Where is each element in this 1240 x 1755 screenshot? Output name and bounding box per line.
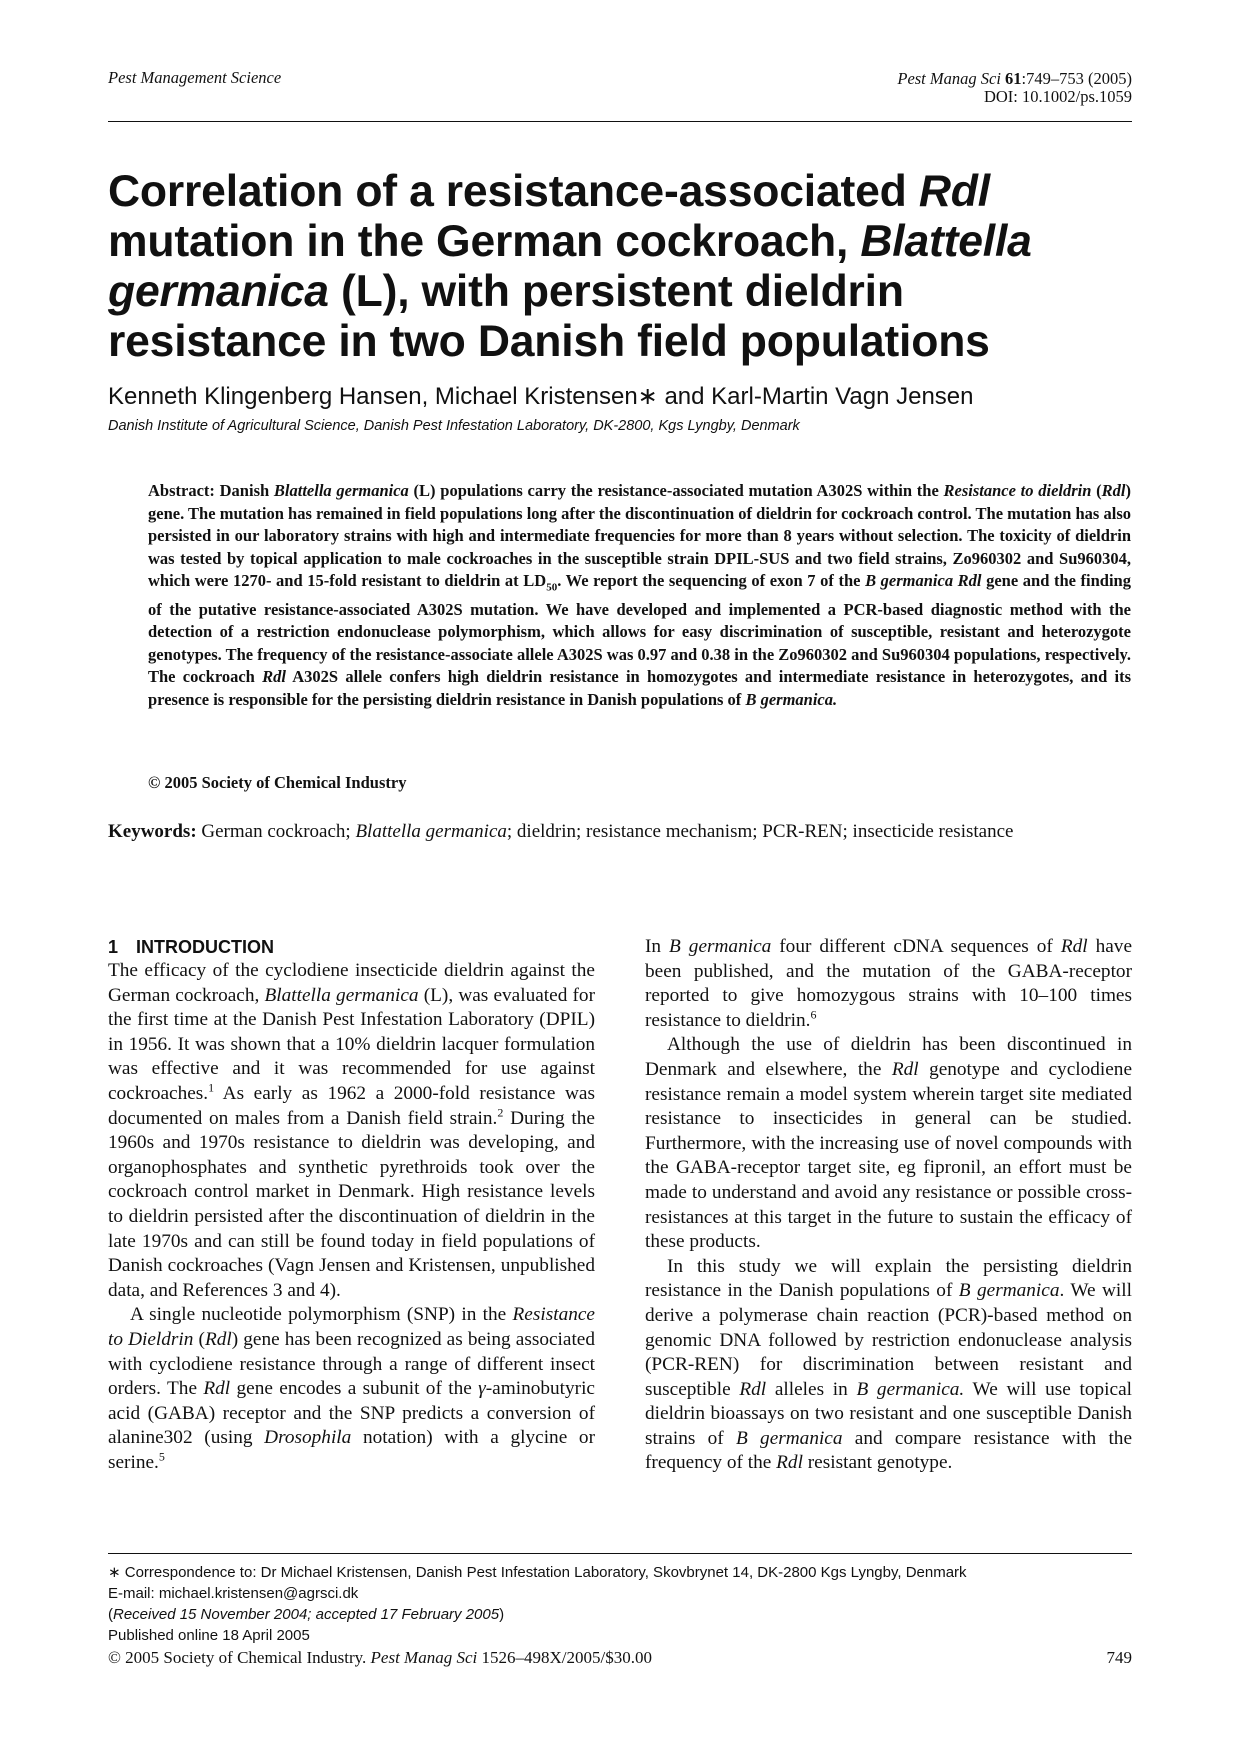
body-paragraph: A single nucleotide polymorphism (SNP) in the Resistance to Dieldrin (Rdl) gene has been recognized as being associated with cyclodiene resistance through a range of different insect orders. The Rdl gene encodes a subunit of the γ-aminobutyric acid (GABA) receptor and the SNP predicts a conversion of alanine302 (using Drosophila notation) with a glycine or serine.$^5$ <box>108 1304 595 1473</box>
body-paragraph: In B germanica four different cDNA sequences of Rdl have been published, and the mutation of the GABA-receptor reported to give homozygous strains with 10–100 times resistance to dieldrin.$^6$ <box>645 936 1133 1031</box>
header-rule <box>108 121 1132 122</box>
body-paragraph: The efficacy of the cyclodiene insecticide dieldrin against the German cockroach, Blattella germanica (L), was evaluated for the first time at the Danish Pest Infestation Laboratory (DPIL) in 1956. It was shown that a 10% dieldrin lacquer formulation was effective and it was recommended for use against cockroaches.$^1$ As early as 1962 a 2000-fold resistance was documented on males from a Danish field strain.$^2$ During the 1960s and 1970s resistance to dieldrin was developing, and organophosphates and synthetic pyrethroids took over the cockroach control market in Denmark. High resistance levels to dieldrin persisted after the discontinuation of dieldrin in the late 1970s and can still be found today in field populations of Danish cockroaches (Vagn Jensen and Kristensen, unpublished data, and References 3 and 4). <box>108 960 595 1301</box>
page-number: 749 <box>1106 1648 1132 1667</box>
doi[interactable]: DOI: 10.1002/ps.1059 <box>983 87 1132 106</box>
footnote-rule <box>108 1553 1132 1554</box>
received-dates: (Received 15 November 2004; accepted 17 February 2005) <box>108 1606 505 1623</box>
title-italic-species: Blattella germanica <box>108 217 1032 316</box>
body-column-right <box>645 935 1132 1476</box>
section-heading: 1 INTRODUCTION <box>108 937 274 957</box>
running-header-journal: Pest Management Science <box>108 68 282 87</box>
abstract-label: Abstract: <box>148 481 215 500</box>
title-part: Correlation of a resistance-associated <box>108 167 919 216</box>
article-title <box>108 167 1128 367</box>
published-date: Published online 18 April 2005 <box>108 1627 310 1644</box>
keywords: Keywords: German cockroach; Blattella germanica; dieldrin; resistance mechanism; PCR-REN; insecticide resistance <box>108 821 1014 842</box>
body-column-left <box>108 935 595 1475</box>
citation-journal: Pest Manag Sci <box>897 69 1001 88</box>
authors: Kenneth Klingenberg Hansen, Michael Kristensen∗ and Karl-Martin Vagn Jensen <box>108 383 974 410</box>
abstract: Abstract: Danish Blattella germanica (L) populations carry the resistance-associated mutation A302S within the Resistance to dieldrin (Rdl) gene. The mutation has remained in field populations long after the discontinuation of dieldrin for cockroach control. The mutation has also persisted in our laboratory strains with high and intermediate frequencies for more than 8 years without selection. The toxicity of dieldrin was tested by topical application to male cockroaches in the susceptible strain DPIL-SUS and two field strains, Zo960302 and Su960304, which were 1270- and 15-fold resistant to dieldrin at $LD_{50}$. We report the sequencing of exon 7 of the B germanica Rdl gene and the finding of the putative resistance-associated A302S mutation. We have developed and implemented a PCR-based diagnostic method with the detection of a restriction endonuclease polymorphism, which allows for easy discrimination of susceptible, resistant and heterozygote genotypes. The frequency of the resistance-associate allele A302S was 0.97 and 0.38 in the Zo960302 and Su960304 populations, respectively. The cockroach Rdl A302S allele confers high dieldrin resistance in homozygotes and intermediate resistance in heterozygotes, and its presence is responsible for the persisting dieldrin resistance in Danish populations of B germanica. <box>148 481 1131 709</box>
footnotes <box>108 1562 1132 1646</box>
citation-volume: 61 <box>1005 69 1022 88</box>
body-paragraph: In this study we will explain the persisting dieldrin resistance in the Danish populations of B germanica. We will derive a polymerase chain reaction (PCR)-based method on genomic DNA followed by restriction endonuclease analysis (PCR-REN) for discrimination between resistant and susceptible Rdl alleles in B germanica. We will use topical dieldrin bioassays on two resistant and one susceptible Danish strains of B germanica and compare resistance with the frequency of the Rdl resistant genotype. <box>645 1255 1133 1474</box>
correspondence-note: ∗ Correspondence to: Dr Michael Kristensen, Danish Pest Infestation Laboratory, Skovbrynet 14, DK-2800 Kgs Lyngby, Denmark <box>108 1564 967 1581</box>
running-header-citation <box>897 70 1132 106</box>
citation-pages: :749–753 (2005) <box>1021 69 1132 88</box>
abstract-copyright: © 2005 Society of Chemical Industry <box>148 773 407 792</box>
email-link[interactable]: E-mail: michael.kristensen@agrsci.dk <box>108 1585 359 1602</box>
title-italic-gene: Rdl <box>918 167 990 216</box>
footer-copyright: © 2005 Society of Chemical Industry. Pest Manag Sci 1526–498X/2005/$30.00 <box>108 1648 652 1667</box>
title-part: (L), with persistent dieldrin resistance in two Danish field populations <box>108 267 990 366</box>
body-paragraph: Although the use of dieldrin has been discontinued in Denmark and elsewhere, the Rdl genotype and cyclodiene resistance remain a model system wherein target site mediated resistance to insecticides in general can be studied. Furthermore, with the increasing use of novel compounds with the GABA-receptor target site, eg fipronil, an effort must be made to understand and avoid any resistance or possible cross-resistances at this target in the future to sustain the efficacy of these products. <box>645 1034 1132 1253</box>
keywords-label: Keywords: <box>108 821 197 842</box>
affiliation: Danish Institute of Agricultural Science, Danish Pest Infestation Laboratory, DK-2800, Kgs Lyngby, Denmark <box>108 418 800 434</box>
title-part: mutation in the German cockroach, <box>108 217 861 266</box>
